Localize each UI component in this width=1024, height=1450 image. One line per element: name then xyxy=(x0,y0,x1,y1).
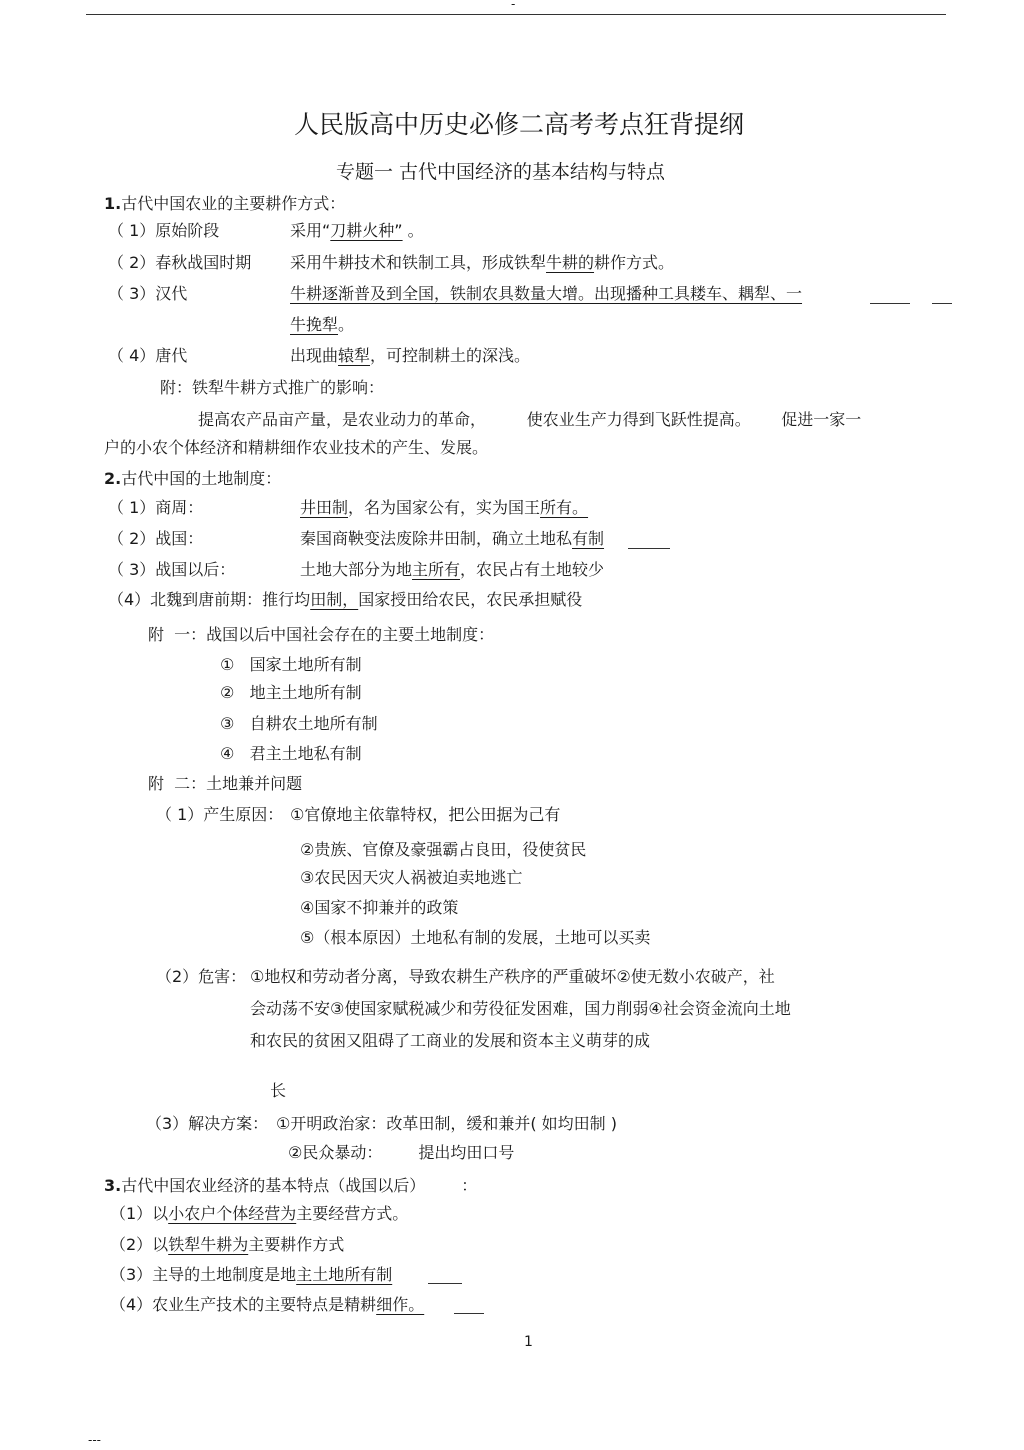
section-2-heading xyxy=(104,469,281,489)
s1-note-line1: 提高农产品亩产量，是农业动力的革命， 使农业生产力得到飞跃性提高。 促进一家一 xyxy=(198,410,862,429)
footer-mark: --- xyxy=(88,1433,101,1447)
s1-row4-c: ，可控制耕土的深浅。 xyxy=(370,346,531,365)
header-mark: - xyxy=(511,0,516,11)
s1-row2-text xyxy=(290,253,674,273)
harm-line: 长 xyxy=(270,1081,287,1100)
s2-row2-b: 有制 xyxy=(572,529,605,548)
s2-row3-b: 主所有 xyxy=(412,560,461,579)
s1-row3-c: 牛挽犁 xyxy=(290,315,339,334)
s1-row3-d: 。 xyxy=(338,315,355,334)
s3-row3-b: 主土地所有制 xyxy=(296,1265,393,1284)
s2-row4-a: （4）北魏到唐前期：推行均 xyxy=(108,590,311,609)
section-1-title: 古代中国农业的主要耕作方式： xyxy=(121,194,346,213)
s1-row1-a: 采用“ xyxy=(290,221,331,240)
s2-row2-a: 秦国商鞅变法废除井田制，确立土地私 xyxy=(300,529,573,548)
s2-appendix2-title: 附 二：土地兼并问题 xyxy=(148,774,303,793)
s1-row4-label: （ 4）唐代 xyxy=(108,346,188,365)
list-item: ③ 自耕农土地所有制 xyxy=(220,714,378,733)
s1-row1-label: （ 1）原始阶段 xyxy=(108,221,220,240)
s1-row1-c: 。 xyxy=(402,221,424,240)
cause-item: ③农民因天灾人祸被迫卖地逃亡 xyxy=(300,868,523,887)
s1-row3-a: 牛耕逐渐普及到全国，铁制农具数量大增。出现播种工具耧车、耦犁 xyxy=(290,284,771,303)
page-number: 1 xyxy=(524,1334,533,1350)
section-3-title: 古代中国农业经济的基本特点（战国以后） xyxy=(121,1176,418,1195)
s3-row4-a: （4）农业生产技术的主要特点是精耕 xyxy=(110,1295,377,1314)
section-2-title: 古代中国的土地制度： xyxy=(121,469,282,488)
s1-row2-c: 耕作方式。 xyxy=(594,253,675,272)
s3-row2-b: 铁犁牛耕为 xyxy=(168,1235,249,1254)
s3-row2-a: （2）以 xyxy=(110,1235,169,1254)
s2-appendix1-title: 附 一：战国以后中国社会存在的主要土地制度： xyxy=(148,625,495,644)
section-3-heading xyxy=(104,1176,477,1196)
header-rule xyxy=(86,14,946,15)
s1-row1-b: 刀耕火种” xyxy=(330,221,403,240)
blank-line xyxy=(932,303,952,304)
solution-item-2a: ②民众暴动： xyxy=(288,1143,383,1162)
s1-row3-text xyxy=(290,284,802,304)
page-title: 人民版高中历史必修二高考考点狂背提纲 xyxy=(294,110,745,139)
list-item: ① 国家土地所有制 xyxy=(220,655,362,674)
harm-label: （2）危害： xyxy=(156,967,247,986)
list-item: ② 地主土地所有制 xyxy=(220,683,362,702)
solution-item xyxy=(288,1143,514,1163)
s2-row3-label: （ 3）战国以后： xyxy=(108,560,236,579)
s3-row2-c: 主要耕作方式 xyxy=(248,1235,345,1254)
section-3-number: 3. xyxy=(104,1176,122,1195)
section-3-title-tail: ： xyxy=(461,1176,478,1195)
page-subtitle: 专题一 古代中国经济的基本结构与特点 xyxy=(336,161,666,183)
cause-label: （ 1）产生原因： xyxy=(156,805,284,824)
s3-row4-b: 细作。 xyxy=(376,1295,425,1314)
s3-row3-a: （3）主导的土地制度是地 xyxy=(110,1265,297,1284)
cause-item: ①官僚地主依靠特权，把公田据为己有 xyxy=(290,805,561,824)
s1-row4-b: 辕犁 xyxy=(338,346,371,365)
s3-row1-c: 主要经营方式。 xyxy=(296,1204,409,1223)
s3-row2 xyxy=(110,1235,344,1255)
s3-row3 xyxy=(110,1265,392,1285)
s1-row3-b: 、一 xyxy=(770,284,803,303)
s2-row2-text xyxy=(300,529,604,549)
blank-line xyxy=(454,1313,484,1314)
list-item: ④ 君主土地私有制 xyxy=(220,744,362,763)
blank-line xyxy=(428,1283,462,1284)
cause-item: ②贵族、官僚及豪强霸占良田，役使贫民 xyxy=(300,840,587,859)
s1-row3-cont xyxy=(290,315,354,335)
s1-row2-b: 牛耕的 xyxy=(546,253,595,272)
s2-row1-c: 所有。 xyxy=(540,498,589,517)
s2-row1-text xyxy=(300,498,588,518)
cause-item: ④国家不抑兼并的政策 xyxy=(300,898,459,917)
s2-row4-b: 田制， xyxy=(310,590,359,609)
s1-row2-a: 采用牛耕技术和铁制工具，形成铁犁 xyxy=(290,253,547,272)
s1-row2-label: （ 2）春秋战国时期 xyxy=(108,253,252,272)
s3-row1-a: （1）以 xyxy=(110,1204,169,1223)
s3-row4 xyxy=(110,1295,424,1315)
s1-row1-text xyxy=(290,221,424,241)
blank-line xyxy=(628,548,670,549)
s2-row1-a: 井田制 xyxy=(300,498,349,517)
cause-item: ⑤（根本原因）土地私有制的发展，土地可以买卖 xyxy=(300,928,651,947)
s1-note-title: 附：铁犁牛耕方式推广的影响： xyxy=(160,378,385,397)
s2-row1-label: （ 1）商周： xyxy=(108,498,204,517)
section-1-heading xyxy=(104,194,345,214)
section-2-number: 2. xyxy=(104,469,122,488)
harm-line: ①地权和劳动者分离，导致农耕生产秩序的严重破坏②使无数小农破产，社 xyxy=(250,967,775,986)
s3-row1 xyxy=(110,1204,408,1224)
blank-line xyxy=(870,303,910,304)
s2-row3-a: 土地大部分为地 xyxy=(300,560,413,579)
harm-line: 会动荡不安③使国家赋税减少和劳役征发困难，国力削弱④社会资金流向土地 xyxy=(250,999,791,1018)
s2-row3-text xyxy=(300,560,604,580)
s2-row4-c: 国家授田给农民，农民承担赋役 xyxy=(358,590,583,609)
s2-row4 xyxy=(108,590,582,610)
s3-row1-b: 小农户个体经营为 xyxy=(168,1204,297,1223)
solution-item-2b: 提出均田口号 xyxy=(418,1143,515,1162)
solution-item: ①开明政治家：改革田制，缓和兼并( 如均田制 ) xyxy=(276,1114,618,1133)
solution-label: （3）解决方案： xyxy=(146,1114,269,1133)
s1-row3-label: （ 3）汉代 xyxy=(108,284,188,303)
s1-row4-a: 出现曲 xyxy=(290,346,339,365)
s2-row3-c: ，农民占有土地较少 xyxy=(460,560,605,579)
s2-row2-label: （ 2）战国： xyxy=(108,529,204,548)
s2-row1-b: ，名为国家公有，实为国王 xyxy=(348,498,541,517)
section-1-number: 1. xyxy=(104,194,122,213)
s1-note-line2: 户的小农个体经济和精耕细作农业技术的产生、发展。 xyxy=(104,438,489,457)
s1-row4-text xyxy=(290,346,530,366)
harm-line: 和农民的贫困又阻碍了工商业的发展和资本主义萌芽的成 xyxy=(250,1031,651,1050)
